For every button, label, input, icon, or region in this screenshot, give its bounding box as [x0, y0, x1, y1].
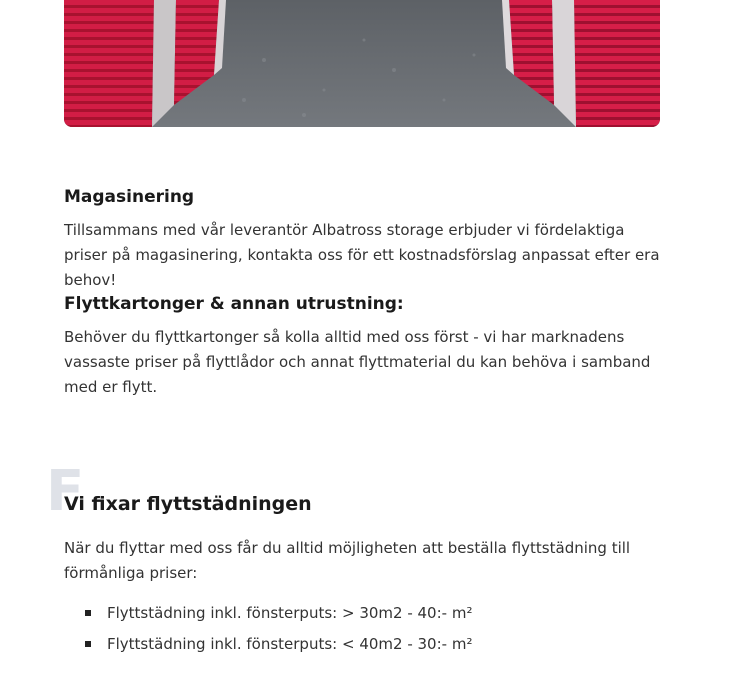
storage-text: Tillsammans med vår leverantör Albatross storage erbjuder vi fördelaktiga priser på magasinering, kontakta oss för ett kostnadsförslag anpassat efter era behov! — [64, 221, 660, 289]
moving-boxes-section — [64, 294, 664, 400]
square-bullet-icon — [85, 641, 91, 647]
moving-boxes-heading: Flyttkartonger & annan utrustning: — [64, 294, 404, 314]
cleaning-heading: Vi fixar flyttstädningen — [64, 493, 312, 515]
storage-heading: Magasinering — [64, 187, 195, 207]
cleaning-price-list — [64, 598, 664, 660]
decorative-drop-letter: F — [46, 459, 85, 524]
storage-section — [64, 187, 664, 293]
moving-boxes-text: Behöver du flyttkartonger så kolla alltid med oss först - vi har marknadens vassaste priser på flyttlådor och annat flyttmaterial du kan behöva i samband med er flytt. — [64, 328, 651, 396]
list-item — [64, 598, 664, 629]
list-item — [64, 629, 664, 660]
price-item-text: Flyttstädning inkl. fönsterputs: > 30m2 - 40:- m² — [107, 604, 473, 622]
cleaning-section — [64, 536, 664, 586]
square-bullet-icon — [85, 610, 91, 616]
price-item-text: Flyttstädning inkl. fönsterputs: < 40m2 - 30:- m² — [107, 635, 473, 653]
storage-corridor-image — [64, 0, 660, 127]
cleaning-text: När du flyttar med oss får du alltid möjligheten att beställa flyttstädning till förmånliga priser: — [64, 539, 631, 582]
